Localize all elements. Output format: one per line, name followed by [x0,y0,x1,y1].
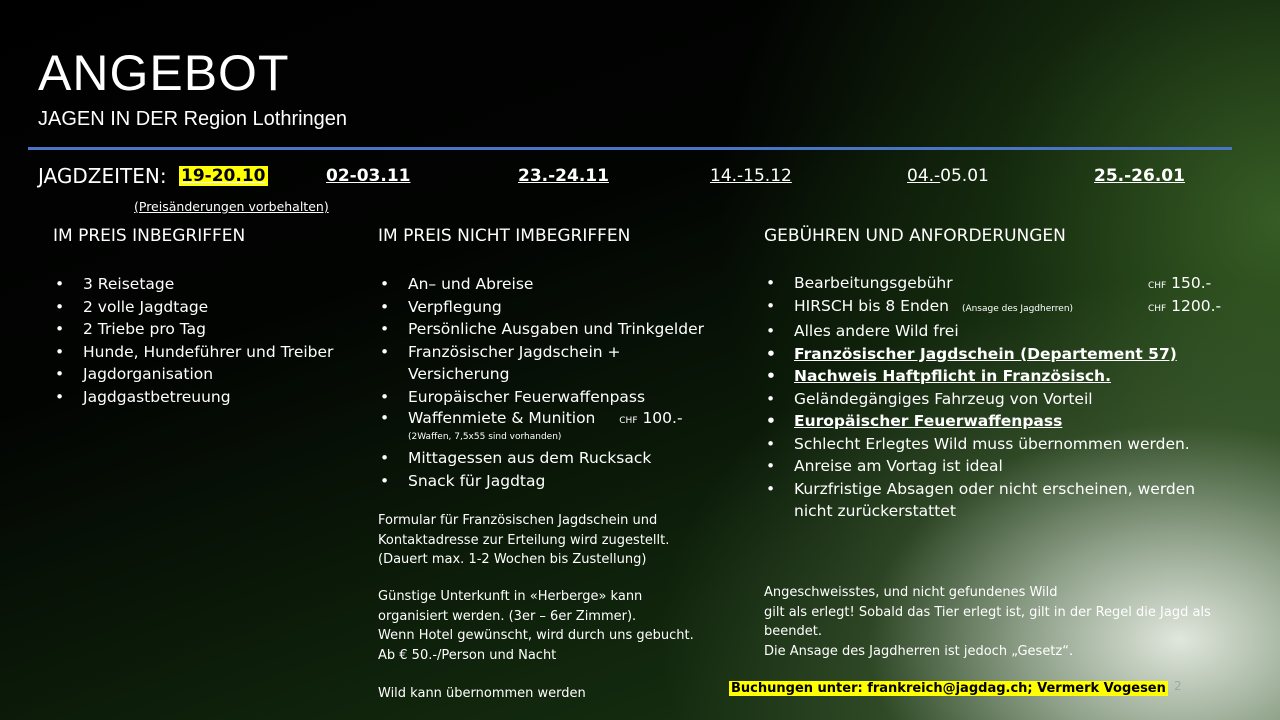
list-item: • An– und Abreise [378,273,718,296]
list-item: • Europäischer Feuerwaffenpass [764,410,1234,433]
jagdzeit-date-3: 23.-24.11 [518,166,609,186]
list-item: • Französischer Jagdschein (Departement 57) [764,343,1234,366]
jagdzeit-date-2: 02-03.11 [326,166,411,186]
jagdzeiten-label: JAGDZEITEN: [38,164,167,188]
price-change-note: (Preisänderungen vorbehalten) [134,199,329,214]
list-item: • HIRSCH bis 8 Enden (Ansage des Jagdherren) CHF 1200.- [764,295,1234,321]
wild-note: Wild kann übernommen werden [378,686,586,701]
fees-list [764,272,1234,523]
booking-contact: Buchungen unter: frankreich@jagdag.ch; Vermerk Vogesen [731,681,1166,696]
list-item: • Jagdorganisation [53,363,353,386]
list-item: • Anreise am Vortag ist ideal [764,455,1234,478]
list-item: • Persönliche Ausgaben und Trinkgelder [378,318,718,341]
page-subtitle: JAGEN IN DER Region Lothringen [38,108,348,130]
list-item: • Snack für Jagdtag [378,470,718,493]
list-item: • Alles andere Wild frei [764,320,1234,343]
jagdzeit-date-5: 04.-05.01 [907,166,989,186]
excluded-list [378,273,718,492]
list-item: • Verpflegung [378,296,718,319]
list-item: • Kurzfristige Absagen oder nicht erscheinen, werden nicht zurückerstattet [764,478,1234,523]
jagdzeit-date-4: 14.-15.12 [710,166,792,186]
col-included-heading: IM PREIS INBEGRIFFEN [53,226,246,246]
list-item: • Geländegängiges Fahrzeug von Vorteil [764,388,1234,411]
list-item: • Nachweis Haftpflicht in Französisch. [764,365,1234,388]
col-fees-heading: GEBÜHREN UND ANFORDERUNGEN [764,226,1066,246]
list-item: • Europäischer Feuerwaffenpass [378,386,718,409]
list-item: • Schlecht Erlegtes Wild muss übernommen werden. [764,433,1234,456]
list-item: • 2 Triebe pro Tag [53,318,353,341]
weapon-rental-label: Waffenmiete & Munition [408,409,596,427]
jagdzeit-date-6: 25.-26.01 [1094,166,1185,186]
weapon-price: 100.- [642,409,683,427]
list-item: • Bearbeitungsgebühr CHF 150.- [764,272,1234,295]
col-excluded-heading: IM PREIS NICHT IMBEGRIFFEN [378,226,631,246]
list-item: • Französischer Jagdschein + Versicherung [378,341,623,386]
included-list [53,273,353,408]
jagdschein-form-note: Formular für Französischen Jagdschein und Kontaktadresse zur Erteilung wird zugestellt. (Dauert max. 1-2 Wochen bis Zustellung) [378,513,670,567]
jagdzeit-date-1: 19-20.10 [181,166,266,186]
accommodation-note: Günstige Unterkunft in «Herberge» kann organisiert werden. (3er – 6er Zimmer). Wenn Hotel gewünscht, wird durch uns gebucht. Ab € 50.-/Person und Nacht [378,589,694,663]
list-item: • Jagdgastbetreuung [53,386,353,409]
list-item [378,408,718,443]
weapon-note: (2Waffen, 7,5x55 sind vorhanden) [408,432,562,442]
list-item: • 3 Reisetage [53,273,353,296]
page-number: 2 [1174,679,1182,693]
divider-rule [28,147,1232,150]
list-item: • Hunde, Hundeführer und Treiber [53,341,353,364]
list-item: • Mittagessen aus dem Rucksack [378,447,718,470]
weapon-currency: CHF [619,416,638,426]
game-rule-note: Angeschweisstes, und nicht gefundenes Wild gilt als erlegt! Sobald das Tier erlegt ist, gilt in der Regel die Jagd als beendet. Die Ansage des Jagdherren ist jedoch „Gesetz“. [764,585,1211,659]
list-item: • 2 volle Jagdtage [53,296,353,319]
page-title: ANGEBOT [38,45,290,101]
